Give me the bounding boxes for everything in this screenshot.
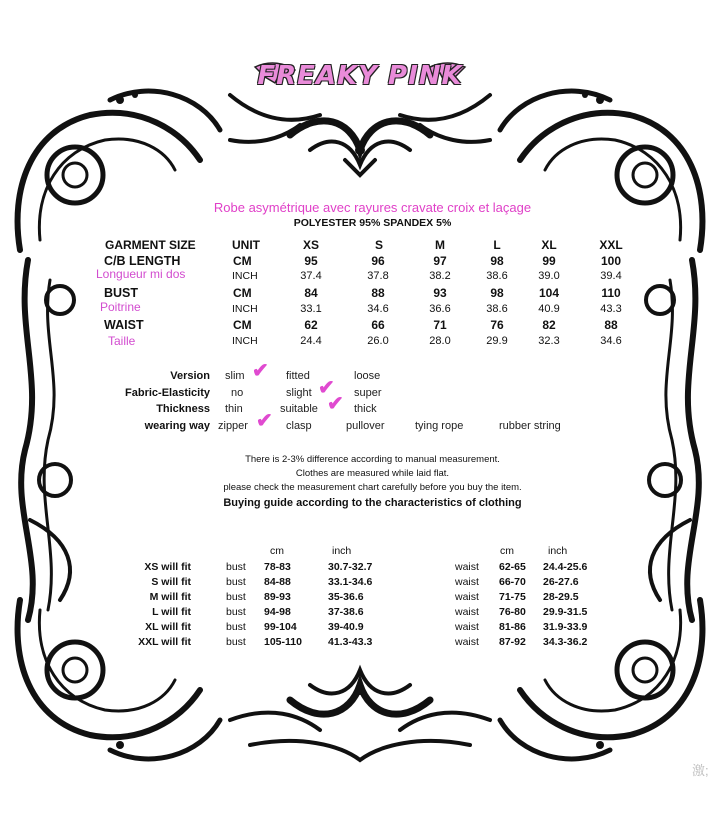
row-label-waist: WAIST bbox=[104, 318, 144, 332]
cell: 99 bbox=[542, 254, 556, 268]
fit-label: XXL will fit bbox=[138, 636, 191, 648]
material-composition: POLYESTER 95% SPANDEX 5% bbox=[293, 217, 452, 229]
note-line: Clothes are measured while laid flat. bbox=[295, 468, 450, 479]
header-garment-size: GARMENT SIZE bbox=[105, 238, 196, 252]
row-fr-length: Longueur mi dos bbox=[96, 267, 186, 281]
fit-bust-inch: 30.7-32.7 bbox=[328, 561, 373, 573]
brand-logo bbox=[250, 55, 470, 105]
fit-label: M will fit bbox=[149, 591, 191, 603]
fit-waist-inch: 29.9-31.5 bbox=[543, 606, 588, 618]
cell: 32.3 bbox=[538, 335, 560, 347]
cell: 38.6 bbox=[486, 270, 508, 282]
attr-option: loose bbox=[354, 370, 381, 382]
attr-option: thin bbox=[225, 403, 243, 415]
cell: 84 bbox=[304, 286, 318, 300]
fit-unit-inch: inch bbox=[548, 545, 568, 557]
cell: 95 bbox=[304, 254, 318, 268]
header-xl: XL bbox=[541, 238, 557, 252]
attr-option: fitted bbox=[286, 370, 310, 382]
fit-bust: bust bbox=[226, 621, 246, 633]
fit-waist-cm: 71-75 bbox=[499, 591, 526, 603]
cell: 29.9 bbox=[486, 335, 508, 347]
fit-bust-cm: 105-110 bbox=[264, 636, 302, 648]
cell: 104 bbox=[538, 286, 560, 300]
fit-bust-cm: 84-88 bbox=[264, 576, 291, 588]
row-fr-bust: Poitrine bbox=[100, 300, 141, 314]
row-label-length: C/B LENGTH bbox=[104, 254, 181, 268]
fit-bust-inch: 35-36.6 bbox=[328, 591, 364, 603]
attr-option: no bbox=[231, 387, 244, 399]
header-m: M bbox=[435, 238, 445, 252]
check-icon: ✔ bbox=[318, 377, 335, 399]
unit-cm: CM bbox=[233, 254, 252, 268]
fit-unit-cm: cm bbox=[500, 545, 514, 557]
fit-waist-inch: 26-27.6 bbox=[543, 576, 579, 588]
cell: 88 bbox=[371, 286, 385, 300]
attr-option: super bbox=[354, 387, 382, 399]
cell: 93 bbox=[433, 286, 447, 300]
unit-inch: INCH bbox=[232, 303, 258, 315]
fit-waist: waist bbox=[455, 636, 479, 648]
fit-waist-cm: 81-86 bbox=[499, 621, 526, 633]
cell: 28.0 bbox=[429, 335, 451, 347]
cell: 88 bbox=[604, 318, 618, 332]
note-line: please check the measurement chart carefully before you buy the item. bbox=[223, 482, 522, 493]
attr-option: tying rope bbox=[415, 420, 464, 432]
fit-waist: waist bbox=[455, 591, 479, 603]
attr-option: slight bbox=[286, 387, 312, 399]
cell: 39.4 bbox=[600, 270, 622, 282]
unit-cm: CM bbox=[233, 318, 252, 332]
fit-waist-cm: 87-92 bbox=[499, 636, 526, 648]
row-fr-waist: Taille bbox=[108, 334, 136, 348]
check-icon: ✔ bbox=[327, 393, 344, 415]
fit-label: S will fit bbox=[151, 576, 191, 588]
fit-waist-cm: 76-80 bbox=[499, 606, 526, 618]
fit-waist: waist bbox=[455, 561, 479, 573]
attr-label-elasticity: Fabric-Elasticity bbox=[125, 387, 210, 399]
cell: 37.8 bbox=[367, 270, 389, 282]
fit-bust: bust bbox=[226, 576, 246, 588]
header-unit: UNIT bbox=[232, 238, 260, 252]
cell: 24.4 bbox=[300, 335, 322, 347]
cell: 26.0 bbox=[367, 335, 389, 347]
fit-label: XL will fit bbox=[145, 621, 191, 633]
cell: 100 bbox=[600, 254, 622, 268]
cell: 98 bbox=[490, 254, 504, 268]
fit-bust-cm: 99-104 bbox=[264, 621, 297, 633]
cell: 36.6 bbox=[429, 303, 451, 315]
fit-bust-inch: 37-38.6 bbox=[328, 606, 364, 618]
fit-waist-inch: 28-29.5 bbox=[543, 591, 579, 603]
header-s: S bbox=[374, 238, 383, 252]
cell: 98 bbox=[490, 286, 504, 300]
fit-waist: waist bbox=[455, 606, 479, 618]
row-label-bust: BUST bbox=[104, 286, 139, 300]
fit-unit-inch: inch bbox=[332, 545, 352, 557]
attr-option: clasp bbox=[286, 420, 312, 432]
cell: 97 bbox=[433, 254, 447, 268]
fit-waist-cm: 66-70 bbox=[499, 576, 526, 588]
fit-bust: bust bbox=[226, 606, 246, 618]
cell: 38.2 bbox=[429, 270, 451, 282]
attr-label-version: Version bbox=[170, 370, 210, 382]
attr-option: suitable bbox=[280, 403, 318, 415]
fit-bust-cm: 94-98 bbox=[264, 606, 291, 618]
fit-unit-cm: cm bbox=[270, 545, 284, 557]
product-title: Robe asymétrique avec rayures cravate croix et laçage bbox=[213, 200, 532, 215]
fit-label: L will fit bbox=[152, 606, 191, 618]
guide-title: Buying guide according to the characteristics of clothing bbox=[223, 497, 522, 509]
cell: 62 bbox=[304, 318, 318, 332]
check-icon: ✔ bbox=[252, 360, 269, 382]
cell: 43.3 bbox=[600, 303, 622, 315]
cell: 39.0 bbox=[538, 270, 560, 282]
cell: 110 bbox=[601, 286, 621, 300]
cell: 82 bbox=[542, 318, 556, 332]
fit-waist: waist bbox=[455, 576, 479, 588]
cell: 34.6 bbox=[367, 303, 389, 315]
fit-waist-inch: 31.9-33.9 bbox=[543, 621, 588, 633]
fit-waist-inch: 34.3-36.2 bbox=[543, 636, 588, 648]
header-xs: XS bbox=[302, 238, 319, 252]
cell: 96 bbox=[371, 254, 385, 268]
cell: 37.4 bbox=[300, 270, 322, 282]
cell: 40.9 bbox=[538, 303, 560, 315]
cell: 38.6 bbox=[486, 303, 508, 315]
unit-inch: INCH bbox=[232, 270, 258, 282]
logo-text: FREAKY PINK bbox=[257, 61, 463, 91]
fit-bust-cm: 78-83 bbox=[264, 561, 291, 573]
watermark: 激; bbox=[692, 763, 709, 778]
attr-option: thick bbox=[354, 403, 377, 415]
fit-waist-inch: 24.4-25.6 bbox=[543, 561, 588, 573]
fit-bust-cm: 89-93 bbox=[264, 591, 291, 603]
cell: 76 bbox=[490, 318, 504, 332]
fit-waist-cm: 62-65 bbox=[499, 561, 526, 573]
attr-label-thickness: Thickness bbox=[156, 403, 210, 415]
attr-option: slim bbox=[225, 370, 245, 382]
fit-bust-inch: 39-40.9 bbox=[328, 621, 364, 633]
fit-bust: bust bbox=[226, 561, 246, 573]
cell: 34.6 bbox=[600, 335, 622, 347]
fit-bust-inch: 41.3-43.3 bbox=[328, 636, 373, 648]
unit-cm: CM bbox=[233, 286, 252, 300]
header-xxl: XXL bbox=[599, 238, 623, 252]
fit-bust: bust bbox=[226, 591, 246, 603]
cell: 71 bbox=[433, 318, 447, 332]
note-line: There is 2-3% difference according to manual measurement. bbox=[245, 454, 500, 465]
cell: 66 bbox=[371, 318, 385, 332]
fit-label: XS will fit bbox=[144, 561, 191, 573]
attr-option: pullover bbox=[346, 420, 385, 432]
header-l: L bbox=[493, 238, 501, 252]
fit-bust-inch: 33.1-34.6 bbox=[328, 576, 373, 588]
cell: 33.1 bbox=[300, 303, 322, 315]
attr-option: rubber string bbox=[499, 420, 561, 432]
attr-label-wearing-way: wearing way bbox=[144, 420, 210, 432]
check-icon: ✔ bbox=[256, 410, 273, 432]
fit-waist: waist bbox=[455, 621, 479, 633]
attr-option: zipper bbox=[218, 420, 248, 432]
unit-inch: INCH bbox=[232, 335, 258, 347]
fit-bust: bust bbox=[226, 636, 246, 648]
